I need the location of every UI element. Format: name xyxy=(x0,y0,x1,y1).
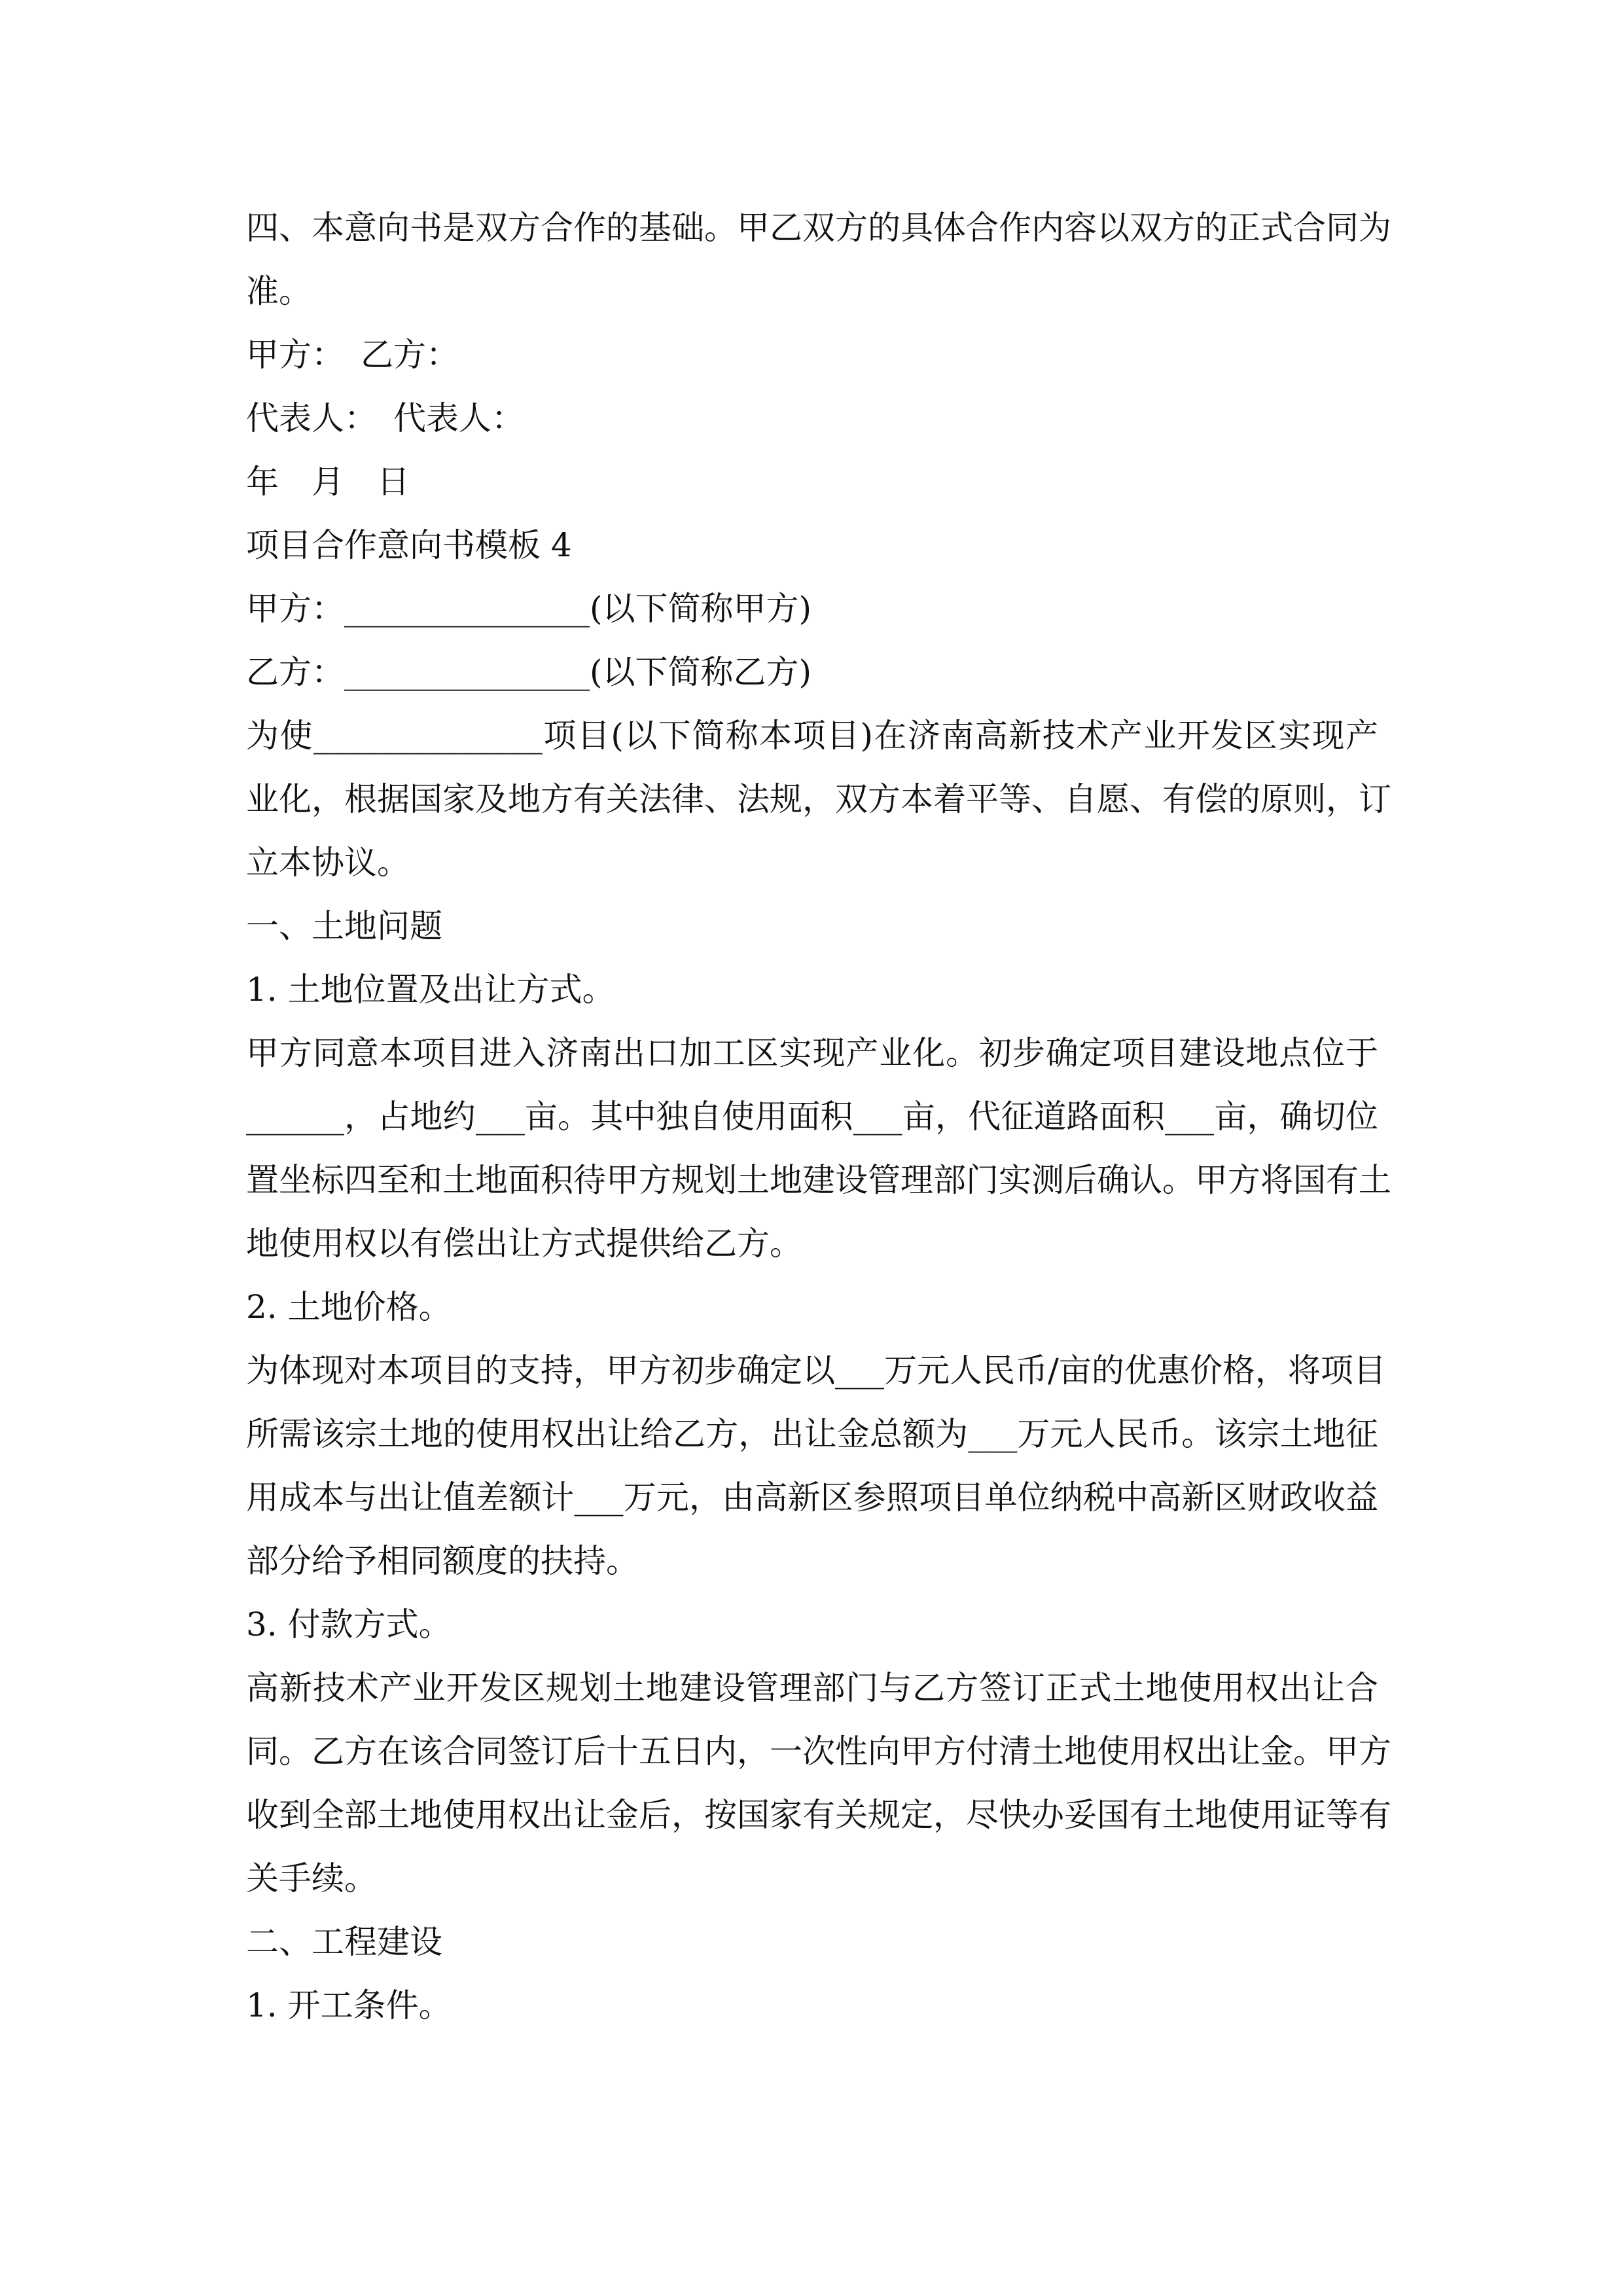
subsection-heading: 1. 土地位置及出让方式。 xyxy=(246,971,615,1009)
paragraph-line: 业化，根据国家及地方有关法律、法规，双方本着平等、自愿、有偿的原则，订 xyxy=(246,780,1391,818)
paragraph-line: 地使用权以有偿出让方式提供给乙方。 xyxy=(246,1225,802,1263)
paragraph-line: 立本协议。 xyxy=(246,844,410,882)
paragraph-line: 所需该宗土地的使用权出让给乙方，出让金总额为___万元人民币。该宗土地征 xyxy=(246,1415,1378,1453)
subsection-heading: 3. 付款方式。 xyxy=(246,1605,452,1643)
section-heading: 二、工程建设 xyxy=(246,1923,442,1961)
paragraph-line: 为使______________项目(以下简称本项目)在济南高新技术产业开发区实现产 xyxy=(246,717,1378,755)
paragraph-line: 关手续。 xyxy=(246,1859,377,1897)
paragraph-line: 四、本意向书是双方合作的基础。甲乙双方的具体合作内容以双方的正式合同为 xyxy=(246,209,1391,247)
paragraph-line: 同。乙方在该合同签订后十五日内，一次性向甲方付清土地使用权出让金。甲方 xyxy=(246,1732,1391,1770)
paragraph-line: 为体现对本项目的支持，甲方初步确定以___万元人民币/亩的优惠价格，将项目 xyxy=(246,1352,1386,1390)
paragraph-line: 收到全部土地使用权出让金后，按国家有关规定，尽快办妥国有土地使用证等有 xyxy=(246,1796,1391,1834)
paragraph-line: ______，占地约___亩。其中独自使用面积___亩，代征道路面积___亩，确切位 xyxy=(246,1098,1378,1136)
document-page xyxy=(246,196,1391,2037)
paragraph-line: 用成本与出让值差额计___万元，由高新区参照项目单位纳税中高新区财政收益 xyxy=(246,1479,1378,1516)
document-title: 项目合作意向书模板 4 xyxy=(246,526,572,564)
subsection-heading: 2. 土地价格。 xyxy=(246,1288,452,1326)
paragraph-line: 部分给予相同额度的扶持。 xyxy=(246,1542,639,1580)
party-a-line: 甲方：_______________(以下简称甲方) xyxy=(246,590,812,628)
signature-representative-line: 代表人： 代表人： xyxy=(246,399,524,437)
party-b-line: 乙方：_______________(以下简称乙方) xyxy=(246,653,812,691)
section-heading: 一、土地问题 xyxy=(246,907,442,945)
paragraph-line: 甲方同意本项目进入济南出口加工区实现产业化。初步确定项目建设地点位于 xyxy=(246,1034,1378,1072)
signature-party-line: 甲方： 乙方： xyxy=(246,336,459,374)
paragraph-line: 高新技术产业开发区规划土地建设管理部门与乙方签订正式土地使用权出让合 xyxy=(246,1669,1378,1707)
subsection-heading: 1. 开工条件。 xyxy=(246,1986,452,2024)
paragraph-line: 准。 xyxy=(246,272,312,310)
paragraph-line: 置坐标四至和土地面积待甲方规划土地建设管理部门实测后确认。甲方将国有土 xyxy=(246,1161,1391,1199)
signature-date-line: 年 月 日 xyxy=(246,463,410,501)
